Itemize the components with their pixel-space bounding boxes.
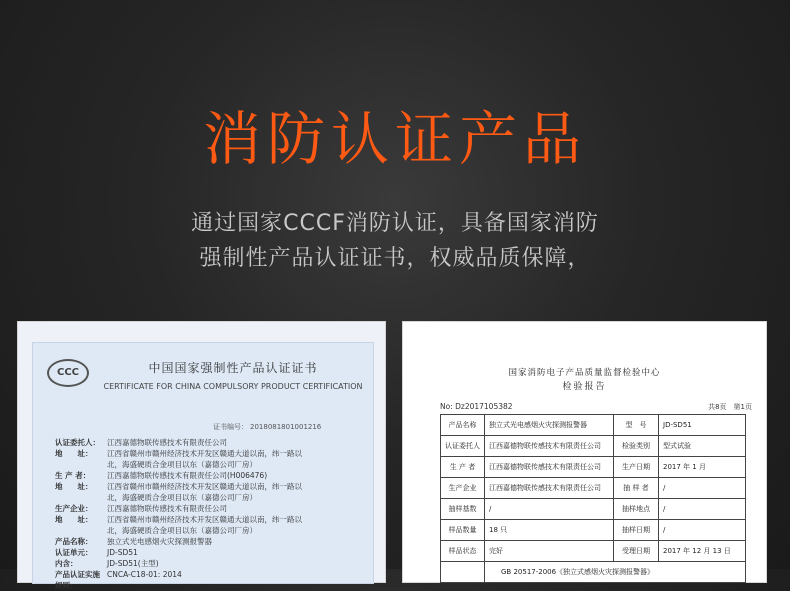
certificate-row xyxy=(55,547,371,558)
table-cell: 完好 xyxy=(485,541,614,562)
row-label: 产品认证实施规则： xyxy=(55,570,100,590)
ccc-certificate-image xyxy=(18,322,385,590)
certificate-row xyxy=(55,514,371,525)
table-cell: 江西嘉德物联传感技术有限责任公司 xyxy=(485,457,614,478)
table-cell: 18 只 xyxy=(485,520,614,541)
table-cell: JD-SD51 xyxy=(659,415,746,436)
row-value: 江西嘉德物联传感技术有限责任公司 xyxy=(107,504,227,513)
row-value: CNCA-C18-01: 2014 xyxy=(107,570,182,579)
table-cell xyxy=(441,562,485,583)
table-cell: / xyxy=(659,478,746,499)
report-number: No: Dz2017105382 xyxy=(440,402,513,411)
row-value: 江西省赣州市赣州经济技术开发区赣通大道以南，纬一路以 xyxy=(107,449,302,458)
row-label: 地 址： xyxy=(55,482,93,491)
ccc-logo: CCC xyxy=(47,359,89,387)
certificate-number xyxy=(211,422,321,432)
row-value: 江西嘉德物联传感技术有限责任公司 xyxy=(107,438,227,447)
certificate-row xyxy=(55,459,371,470)
certificate-fields xyxy=(55,437,371,591)
row-label: 生 产 者： xyxy=(55,471,91,480)
certificate-row xyxy=(55,525,371,536)
certificate-row xyxy=(55,470,371,481)
table-cell: 江西嘉德物联传感技术有限责任公司 xyxy=(485,436,614,457)
certificate-row xyxy=(55,492,371,503)
certificate-row xyxy=(55,481,371,492)
certificate-row xyxy=(55,437,371,448)
certificate-number-label: 证书编号： xyxy=(213,423,248,431)
row-label: 生产企业： xyxy=(55,504,93,513)
table-cell: 受理日期 xyxy=(614,541,659,562)
row-label: 地 址： xyxy=(55,515,93,524)
row-value: JD-SD51(主型) xyxy=(107,559,159,568)
table-row xyxy=(441,436,746,457)
table-cell: / xyxy=(659,499,746,520)
report-page-info: 共8页 第1页 xyxy=(708,403,752,411)
subtitle-line-1: 通过国家CCCF消防认证，具备国家消防 xyxy=(191,211,599,236)
certificate-row xyxy=(55,558,371,569)
report-header-org: 国家消防电子产品质量监督检验中心 xyxy=(508,368,661,378)
row-value: 北，海盛硬质合金项目以东（嘉德公司厂房） xyxy=(107,526,257,535)
table-cell: 抽样地点 xyxy=(614,499,659,520)
table-cell: 型 号 xyxy=(614,415,659,436)
table-cell: 2017 年 12 月 13 日 xyxy=(659,541,746,562)
row-value: 独立式光电感烟火灾探测报警器 xyxy=(107,537,212,546)
certificate-row xyxy=(55,448,371,459)
row-label xyxy=(55,525,107,536)
certificate-title-en: CERTIFICATE FOR CHINA COMPULSORY PRODUCT CERTIFICATION xyxy=(103,382,363,391)
table-cell: 抽样日期 xyxy=(614,520,659,541)
certificate-row xyxy=(55,536,371,547)
row-label: 认证委托人： xyxy=(55,438,100,447)
table-row xyxy=(441,478,746,499)
row-value: 北，海盛硬质合金项目以东（嘉德公司厂房） xyxy=(107,460,257,469)
row-value: 北，海盛硬质合金项目以东（嘉德公司厂房） xyxy=(107,493,257,502)
table-row xyxy=(441,457,746,478)
table-cell: 生产日期 xyxy=(614,457,659,478)
row-label: 内含： xyxy=(55,559,78,568)
table-cell: 产品名称 xyxy=(441,415,485,436)
table-row xyxy=(441,562,746,583)
table-cell: GB 20517-2006《独立式感烟火灾探测报警器》 xyxy=(485,562,746,583)
table-cell: 型式试验 xyxy=(659,436,746,457)
table-cell: / xyxy=(659,520,746,541)
row-value: 江西嘉德物联传感技术有限责任公司(H006476) xyxy=(107,471,268,480)
table-cell: 检验类别 xyxy=(614,436,659,457)
subtitle-line-2: 强制性产品认证证书，权威品质保障， xyxy=(199,246,591,271)
table-row xyxy=(441,415,746,436)
table-cell: 2017 年 1 月 xyxy=(659,457,746,478)
certificate-row xyxy=(55,569,371,591)
table-cell: / xyxy=(485,499,614,520)
page-title: 消防认证产品 xyxy=(202,105,587,173)
table-row xyxy=(441,520,746,541)
row-value: 江西省赣州市赣州经济技术开发区赣通大道以南，纬一路以 xyxy=(107,482,302,491)
report-header-title: 检验报告 xyxy=(562,382,607,392)
row-label xyxy=(55,492,107,503)
table-cell: 生产企业 xyxy=(441,478,485,499)
certificate-number-value: 2018081801001216 xyxy=(250,423,322,431)
row-value: 江西省赣州市赣州经济技术开发区赣通大道以南，纬一路以 xyxy=(107,515,302,524)
certificate-title-cn: 中国国家强制性产品认证证书 xyxy=(148,361,318,375)
row-label: 产品名称： xyxy=(55,537,93,546)
table-cell: 认证委托人 xyxy=(441,436,485,457)
row-value: JD-SD51 xyxy=(107,548,138,557)
table-cell: 生 产 者 xyxy=(441,457,485,478)
table-cell: 样品状态 xyxy=(441,541,485,562)
table-cell: 江西嘉德物联传感技术有限责任公司 xyxy=(485,478,614,499)
table-cell: 样品数量 xyxy=(441,520,485,541)
table-cell: 独立式光电感烟火灾探测报警器 xyxy=(485,415,614,436)
row-label: 地 址： xyxy=(55,449,93,458)
row-label: 认证单元： xyxy=(55,548,93,557)
table-cell: 抽样基数 xyxy=(441,499,485,520)
report-table xyxy=(440,414,746,583)
table-row xyxy=(441,499,746,520)
table-row xyxy=(441,541,746,562)
table-cell: 抽 样 者 xyxy=(614,478,659,499)
row-label xyxy=(55,459,107,470)
inspection-report-image xyxy=(403,322,766,582)
certificate-row xyxy=(55,503,371,514)
certificate-sheet xyxy=(32,342,374,590)
